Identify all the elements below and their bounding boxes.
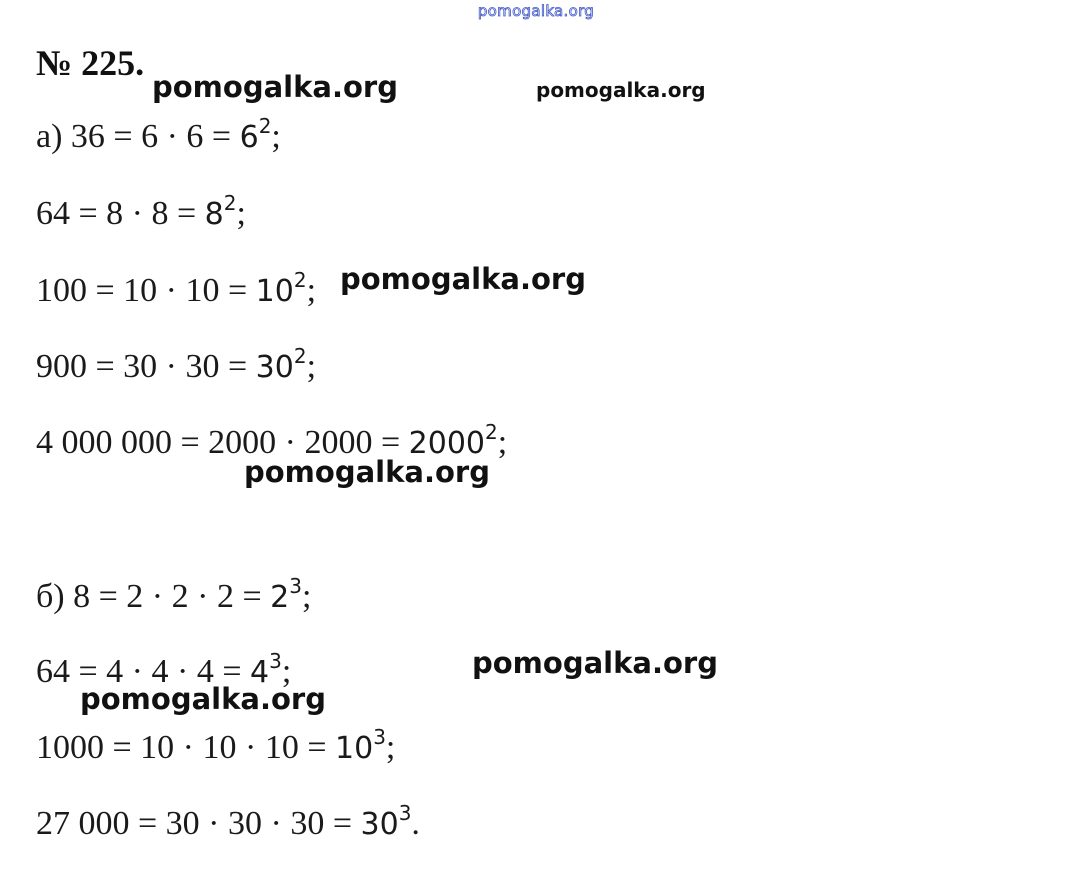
equation-b-2: $64 = 4 \cdot 4 \cdot 4 = 4^3$; xyxy=(36,649,292,690)
watermark-2: pomogalka.org xyxy=(536,78,706,102)
watermark-top: pomogalka.org xyxy=(477,2,595,20)
watermark-4: pomogalka.org xyxy=(244,455,490,489)
equation-b-3: $1000 = 10 \cdot 10 \cdot 10 = 10^3$; xyxy=(36,725,396,766)
equation-b-4: 27 $000 = 30 \cdot 30 \cdot 30 = 30^3$. xyxy=(36,801,420,842)
equation-a-2: $64 = 8 \cdot 8 = 8^2$; xyxy=(36,191,246,232)
equation-a-5: 4 000 $000 = 2000 \cdot 2000 = 2000^2$; xyxy=(36,420,508,461)
watermark-6: pomogalka.org xyxy=(80,682,326,716)
equation-b-1: б) $8 = 2 \cdot 2 \cdot 2 = 2^3$; xyxy=(36,574,312,615)
watermark-5: pomogalka.org xyxy=(472,646,718,680)
watermark-3: pomogalka.org xyxy=(340,262,586,296)
equation-a-3: $100 = 10 \cdot 10 = 10^2$; xyxy=(36,268,317,309)
equation-a-1: а) $36 = 6 \cdot 6 = 6^2$; xyxy=(36,114,281,155)
equation-a-4: $900 = 30 \cdot 30 = 30^2$; xyxy=(36,344,317,385)
watermark-1: pomogalka.org xyxy=(152,70,398,104)
problem-title: № 225. xyxy=(36,43,145,83)
